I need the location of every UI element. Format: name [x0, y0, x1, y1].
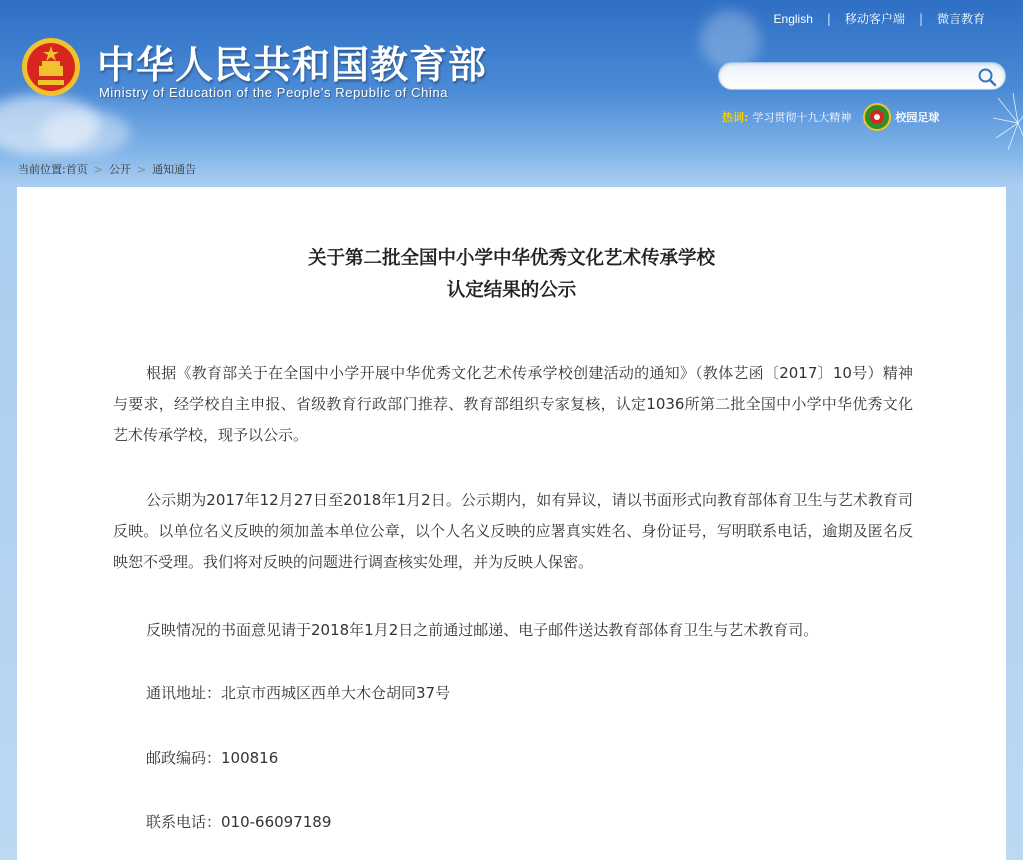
- breadcrumb-prefix: 当前位置:: [18, 163, 66, 176]
- search-box: [718, 62, 1006, 90]
- article-panel: [17, 187, 1006, 860]
- link-divider: |: [918, 11, 923, 26]
- breadcrumb-notices[interactable]: 通知通告: [152, 163, 197, 176]
- article-paragraph: 公示期为2017年12月27日至2018年1月2日。公示期内，如有异议，请以书面形式向教育部体育卫生与艺术教育司反映。以单位名义反映的须加盖本单位公章，以个人名义反映的应署真实姓名、身份证号，写明联系电话，逾期及匿名反映恕不受理。我们将对反映的问题进行调查核实处理，并为反映人保密。: [113, 491, 913, 571]
- contact-phone: 联系电话：010-66097189: [146, 813, 332, 831]
- search-icon[interactable]: [977, 67, 997, 87]
- site-title-english[interactable]: Ministry of Education of the People's Republic of China: [99, 85, 449, 100]
- campus-football-link[interactable]: 校园足球: [895, 111, 940, 124]
- article-paragraph: 反映情况的书面意见请于2018年1月2日之前通过邮递、电子邮件送达教育部体育卫生与艺术教育司。: [146, 621, 819, 639]
- chevron-right-icon: >: [136, 162, 147, 176]
- english-link[interactable]: English: [773, 11, 813, 26]
- site-title-chinese[interactable]: 中华人民共和国教育部: [97, 43, 488, 87]
- breadcrumb-public[interactable]: 公开: [108, 163, 131, 176]
- article-title: [17, 243, 1006, 307]
- football-icon[interactable]: [863, 103, 891, 131]
- national-emblem-icon[interactable]: [20, 36, 82, 98]
- hot-words-label: 热词:: [722, 111, 749, 124]
- search-input[interactable]: [731, 67, 971, 85]
- weiyan-education-link[interactable]: 微言教育: [936, 12, 985, 26]
- mobile-client-link[interactable]: 移动客户端: [844, 12, 905, 26]
- link-divider: |: [826, 11, 831, 26]
- article-paragraph: 根据《教育部关于在全国中小学开展中华优秀文化艺术传承学校创建活动的通知》（教体艺函〔2017〕10号）精神与要求，经学校自主申报、省级教育行政部门推荐、教育部组织专家复核，认定1036所第二批全国中小学中华优秀文化艺术传承学校，现予以公示。: [113, 364, 913, 444]
- breadcrumb-home[interactable]: 首页: [65, 163, 88, 176]
- hot-word-link[interactable]: 学习贯彻十九大精神: [752, 111, 852, 124]
- chevron-right-icon: >: [93, 162, 103, 176]
- breadcrumb: [18, 161, 196, 177]
- contact-address: 通讯地址：北京市西城区西单大木仓胡同37号: [146, 684, 451, 702]
- top-links: [774, 10, 985, 27]
- article-title-line1: 关于第二批全国中小学中华优秀文化艺术传承学校: [307, 248, 715, 269]
- postal-code: 邮政编码：100816: [146, 749, 279, 767]
- article-title-line2: 认定结果的公示: [446, 280, 577, 301]
- site-header: [0, 0, 1023, 150]
- hot-words: [722, 103, 939, 131]
